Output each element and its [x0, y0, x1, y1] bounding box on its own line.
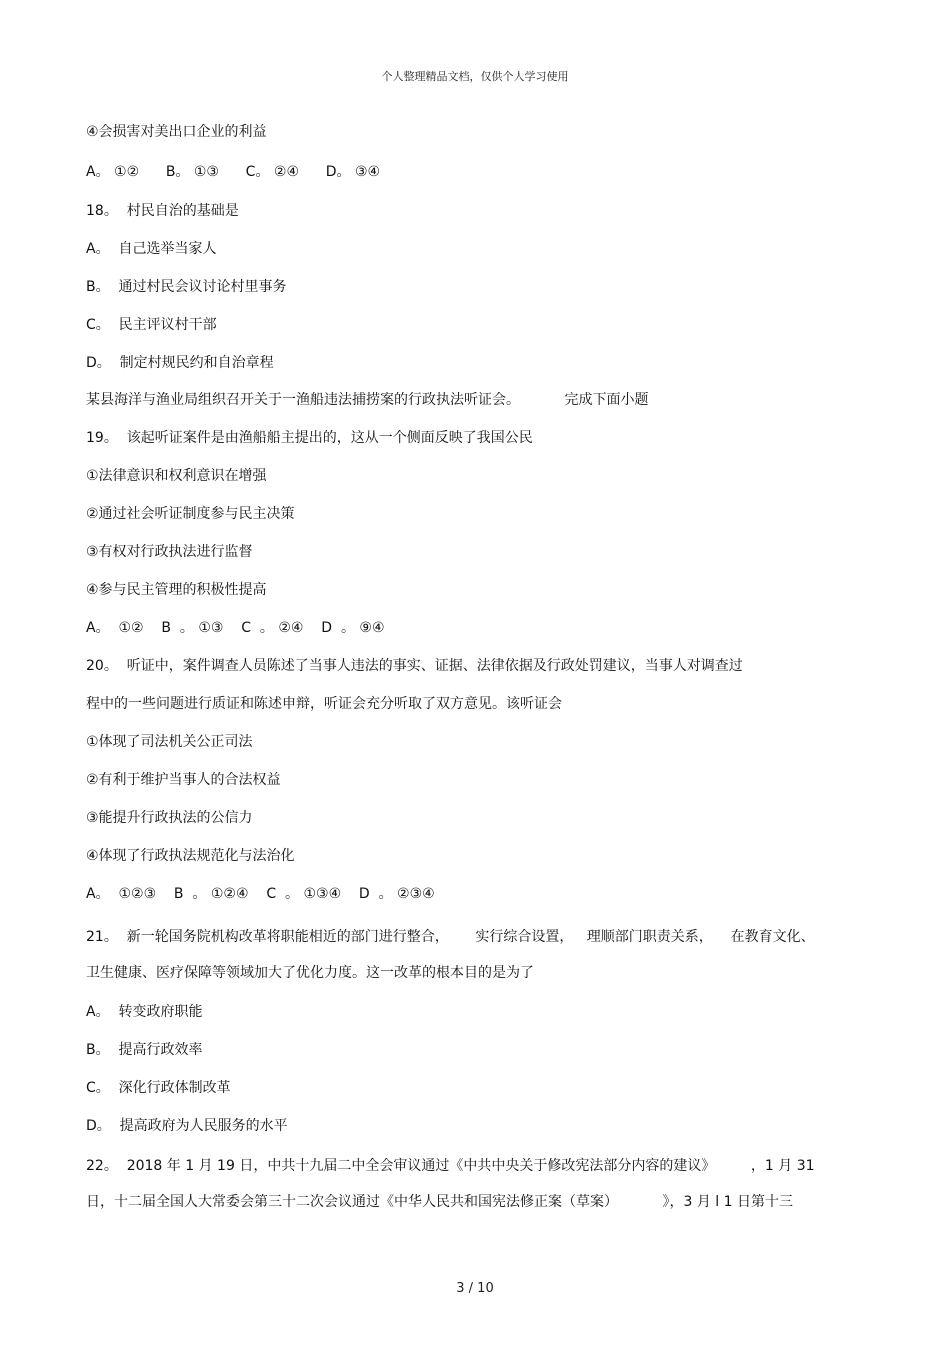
text-line: ④会损害对美出口企业的利益 — [86, 124, 267, 140]
text-line: ①法律意识和权利意识在增强 — [86, 468, 267, 484]
text-line: A。 ①② B 。 ①③ C 。 ②④ D 。 ⑨④ — [86, 620, 385, 636]
text-line: 19。 该起听证案件是由渔船船主提出的，这从一个侧面反映了我国公民 — [86, 430, 533, 446]
text-line: A。 转变政府职能 — [86, 1004, 203, 1020]
text-line: D。 制定村规民约和自治章程 — [86, 355, 274, 371]
text-line: 20。 听证中，案件调查人员陈述了当事人违法的事实、证据、法律依据及行政处罚建议，当事人对调查过 — [86, 658, 743, 674]
text-line: ③能提升行政执法的公信力 — [86, 810, 253, 826]
text-line: 21。 新一轮国务院机构改革将职能相近的部门进行整合， 实行综合设置， 理顺部门职责关系， 在教育文化、 — [86, 929, 815, 945]
text-line: A。 自己选举当家人 — [86, 241, 217, 257]
text-line: A。 ①② B。 ①③ C。 ②④ D。 ③④ — [86, 164, 381, 180]
text-line: 某县海洋与渔业局组织召开关于一渔船违法捕捞案的行政执法听证会。 完成下面小题 — [86, 392, 649, 408]
text-line: ②通过社会听证制度参与民主决策 — [86, 506, 295, 522]
page-header: 个人整理精品文档，仅供个人学习使用 — [381, 70, 569, 83]
text-line: ③有权对行政执法进行监督 — [86, 544, 253, 560]
text-line: ④参与民主管理的积极性提高 — [86, 582, 267, 598]
text-line: 卫生健康、医疗保障等领域加大了优化力度。这一改革的根本目的是为了 — [86, 965, 534, 981]
text-line: C。 深化行政体制改革 — [86, 1080, 231, 1096]
text-line: 22。 2018 年 1 月 19 日，中共十九届二中全会审议通过《中共中央关于修改宪法部分内容的建议》 ，1 月 31 — [86, 1158, 815, 1174]
text-line: ④体现了行政执法规范化与法治化 — [86, 848, 295, 864]
text-line: ②有利于维护当事人的合法权益 — [86, 772, 281, 788]
text-line: 程中的一些问题进行质证和陈述申辩，听证会充分听取了双方意见。该听证会 — [86, 696, 562, 712]
text-line: C。 民主评议村干部 — [86, 317, 217, 333]
text-line: 18。 村民自治的基础是 — [86, 203, 239, 219]
text-line: B。 通过村民会议讨论村里事务 — [86, 279, 287, 295]
text-line: A。 ①②③ B 。 ①②④ C 。 ①③④ D 。 ②③④ — [86, 886, 435, 902]
text-line: B。 提高行政效率 — [86, 1042, 203, 1058]
page-number: 3 / 10 — [456, 1281, 494, 1296]
text-line: ①体现了司法机关公正司法 — [86, 734, 253, 750]
text-line: 日，十二届全国人大常委会第三十二次会议通过《中华人民共和国宪法修正案（草案） 》，3 月 l 1 日第十三 — [86, 1194, 794, 1210]
text-line: D。 提高政府为人民服务的水平 — [86, 1118, 288, 1134]
